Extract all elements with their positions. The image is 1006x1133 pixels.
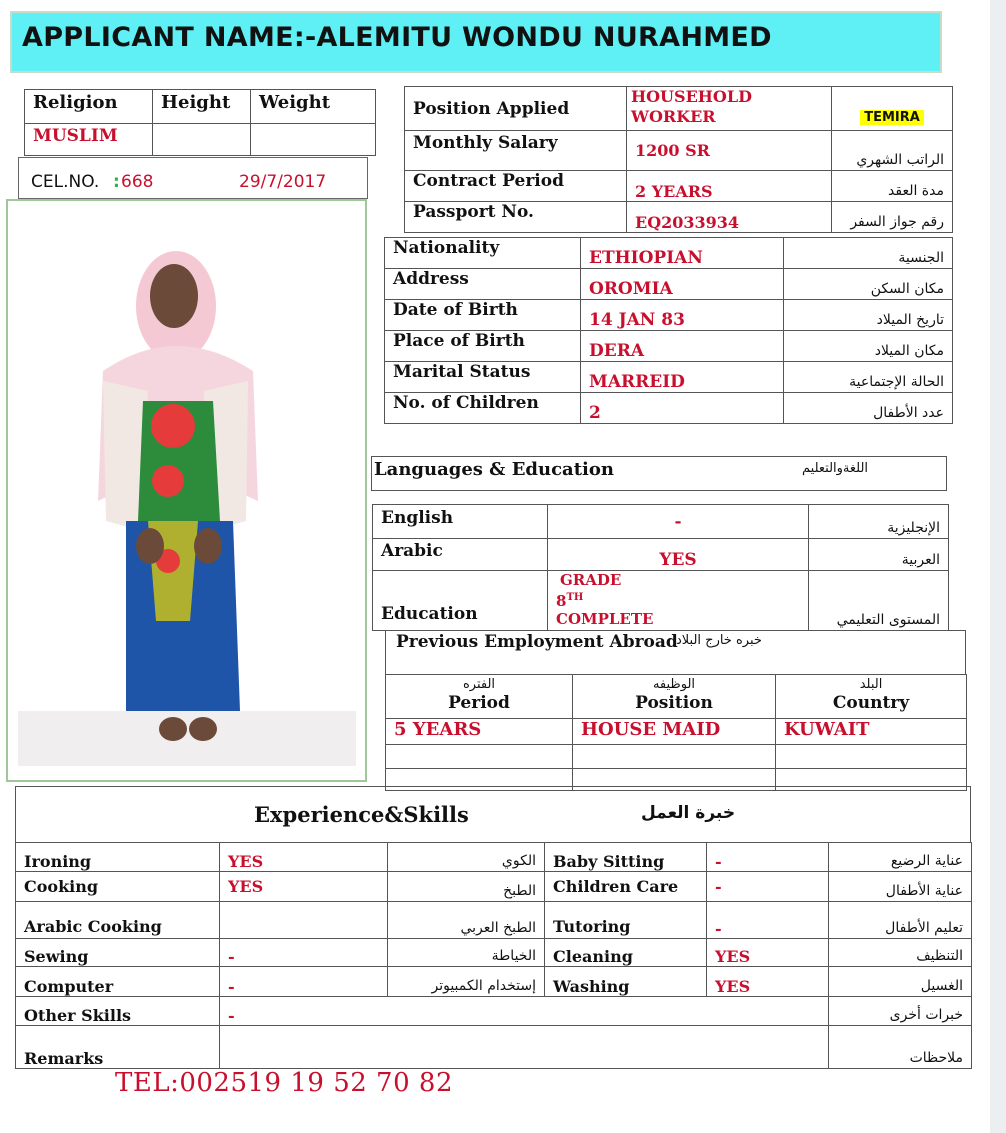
skill-cooking-value: YES bbox=[220, 872, 388, 902]
skill-sewing-value: - bbox=[220, 939, 388, 967]
skill-cleaning-ar: التنظيف bbox=[829, 939, 972, 967]
children-ar: عدد الأطفال bbox=[784, 393, 953, 424]
contract-period-value: 2 YEARS bbox=[627, 171, 832, 202]
address-label: Address bbox=[385, 269, 581, 300]
employment-period: 5 YEARS bbox=[386, 719, 573, 745]
languages-title: Languages & Education bbox=[374, 459, 614, 480]
skill-cleaning: Cleaning bbox=[545, 939, 707, 967]
nationality-ar: الجنسية bbox=[784, 238, 953, 269]
education-line2: 8 bbox=[556, 592, 567, 610]
education-line1: GRADE bbox=[560, 571, 622, 589]
country-col bbox=[776, 675, 967, 719]
passport-no-label: Passport No. bbox=[405, 202, 627, 233]
education-label: Education bbox=[373, 571, 548, 631]
skill-washing-value: YES bbox=[707, 967, 829, 997]
weight-label: Weight bbox=[251, 90, 376, 124]
english-value: - bbox=[548, 505, 809, 539]
country-col-label: Country bbox=[832, 693, 910, 713]
religion-label: Religion bbox=[25, 90, 153, 124]
remarks-ar: ملاحظات bbox=[829, 1026, 972, 1069]
skill-computer-value: - bbox=[220, 967, 388, 997]
position-table bbox=[404, 86, 953, 233]
skill-sewing-ar: الخياطة bbox=[388, 939, 545, 967]
employment-title-ar: خبره خارج البلاد bbox=[676, 633, 762, 648]
position-col bbox=[573, 675, 776, 719]
skill-baby-sitting-ar: عناية الرضيع bbox=[829, 843, 972, 872]
cel-date: 29/7/2017 bbox=[239, 172, 327, 192]
skills-title: Experience&Skills bbox=[254, 802, 469, 827]
english-ar: الإنجليزية bbox=[809, 505, 949, 539]
monthly-salary-value: 1200 SR bbox=[627, 131, 832, 171]
skills-title-ar: خبرة العمل bbox=[641, 803, 736, 823]
skill-ironing-ar: الكوي bbox=[388, 843, 545, 872]
skill-tutoring: Tutoring bbox=[545, 902, 707, 939]
position-tag-cell bbox=[832, 87, 953, 131]
marital-status-value: MARREID bbox=[581, 362, 784, 393]
skill-children-care: Children Care bbox=[545, 872, 707, 902]
dob-ar: تاريخ الميلاد bbox=[784, 300, 953, 331]
children-value: 2 bbox=[581, 393, 784, 424]
skill-washing: Washing bbox=[545, 967, 707, 997]
other-skills-value: - bbox=[220, 997, 829, 1026]
skill-computer-ar: إستخدام الكمبيوتر bbox=[388, 967, 545, 997]
skills-header bbox=[15, 786, 971, 842]
arabic-value: YES bbox=[548, 539, 809, 571]
marital-status-label: Marital Status bbox=[385, 362, 581, 393]
place-of-birth-value: DERA bbox=[581, 331, 784, 362]
period-col-ar: الفتره bbox=[462, 677, 496, 692]
remarks-label: Remarks bbox=[16, 1026, 220, 1069]
applicant-photo-image bbox=[8, 201, 365, 780]
education-ar: المستوى التعليمي bbox=[809, 571, 949, 631]
skill-tutoring-value: - bbox=[707, 902, 829, 939]
height-value bbox=[153, 124, 251, 156]
position-applied-label: Position Applied bbox=[405, 87, 627, 131]
address-ar: مكان السكن bbox=[784, 269, 953, 300]
position-col-ar: الوظيفه bbox=[652, 677, 696, 692]
arabic-ar: العربية bbox=[809, 539, 949, 571]
remarks-value bbox=[220, 1026, 829, 1069]
position-applied-value: HOUSEHOLD WORKER bbox=[627, 87, 832, 131]
skill-children-care-ar: عناية الأطفال bbox=[829, 872, 972, 902]
other-skills-ar: خبرات أخرى bbox=[829, 997, 972, 1026]
other-skills-label: Other Skills bbox=[16, 997, 220, 1026]
weight-value bbox=[251, 124, 376, 156]
employment-header bbox=[385, 630, 966, 674]
languages-table bbox=[372, 504, 949, 631]
marital-status-ar: الحالة الإجتماعية bbox=[784, 362, 953, 393]
skill-ironing-value: YES bbox=[220, 843, 388, 872]
employment-position: HOUSE MAID bbox=[573, 719, 776, 745]
passport-no-ar: رقم جواز السفر bbox=[832, 202, 953, 233]
skill-cooking: Cooking bbox=[16, 872, 220, 902]
place-of-birth-label: Place of Birth bbox=[385, 331, 581, 362]
english-label: English bbox=[373, 505, 548, 539]
window-edge bbox=[990, 0, 1006, 1133]
skill-arabic-cooking-value bbox=[220, 902, 388, 939]
cel-number-box bbox=[18, 157, 368, 199]
cel-separator: : bbox=[113, 172, 120, 192]
education-value bbox=[548, 571, 809, 631]
employment-country: KUWAIT bbox=[776, 719, 967, 745]
employment-title: Previous Employment Abroad bbox=[396, 632, 678, 652]
applicant-name: APPLICANT NAME:-ALEMITU WONDU NURAHMED bbox=[22, 22, 772, 53]
position-col-label: Position bbox=[635, 693, 713, 713]
place-of-birth-ar: مكان الميلاد bbox=[784, 331, 953, 362]
height-label: Height bbox=[153, 90, 251, 124]
nationality-label: Nationality bbox=[385, 238, 581, 269]
arabic-label: Arabic bbox=[373, 539, 548, 571]
position-tag: TEMIRA bbox=[860, 110, 924, 125]
personal-info-table bbox=[384, 237, 953, 424]
monthly-salary-ar: الراتب الشهري bbox=[832, 131, 953, 171]
telephone-number: TEL:002519 19 52 70 82 bbox=[115, 1068, 453, 1098]
skill-washing-ar: الغسيل bbox=[829, 967, 972, 997]
passport-no-value: EQ2033934 bbox=[627, 202, 832, 233]
skill-children-care-value: - bbox=[707, 872, 829, 902]
education-sup: TH bbox=[566, 592, 584, 603]
address-value: OROMIA bbox=[581, 269, 784, 300]
contract-period-ar: مدة العقد bbox=[832, 171, 953, 202]
skill-computer: Computer bbox=[16, 967, 220, 997]
children-label: No. of Children bbox=[385, 393, 581, 424]
monthly-salary-label: Monthly Salary bbox=[405, 131, 627, 171]
applicant-photo bbox=[6, 199, 367, 782]
skill-cleaning-value: YES bbox=[707, 939, 829, 967]
skill-arabic-cooking-ar: الطبخ العربي bbox=[388, 902, 545, 939]
dob-value: 14 JAN 83 bbox=[581, 300, 784, 331]
country-col-ar: البلد bbox=[859, 677, 883, 692]
period-col-label: Period bbox=[448, 693, 510, 713]
skill-baby-sitting-value: - bbox=[707, 843, 829, 872]
education-line3: COMPLETE bbox=[556, 610, 654, 628]
basic-info-table bbox=[24, 89, 376, 156]
period-col bbox=[386, 675, 573, 719]
skill-ironing: Ironing bbox=[16, 843, 220, 872]
languages-title-ar: اللغةوالتعليم bbox=[802, 461, 869, 476]
skill-sewing: Sewing bbox=[16, 939, 220, 967]
nationality-value: ETHIOPIAN bbox=[581, 238, 784, 269]
languages-header bbox=[371, 456, 947, 491]
skill-baby-sitting: Baby Sitting bbox=[545, 843, 707, 872]
skills-table bbox=[15, 842, 972, 1069]
skill-cooking-ar: الطبخ bbox=[388, 872, 545, 902]
applicant-name-banner bbox=[10, 11, 942, 73]
religion-value: MUSLIM bbox=[25, 124, 153, 156]
dob-label: Date of Birth bbox=[385, 300, 581, 331]
cel-number: 668 bbox=[121, 172, 154, 192]
skill-tutoring-ar: تعليم الأطفال bbox=[829, 902, 972, 939]
skill-arabic-cooking: Arabic Cooking bbox=[16, 902, 220, 939]
contract-period-label: Contract Period bbox=[405, 171, 627, 202]
cel-label: CEL.NO. bbox=[31, 172, 100, 192]
employment-table bbox=[385, 674, 967, 791]
